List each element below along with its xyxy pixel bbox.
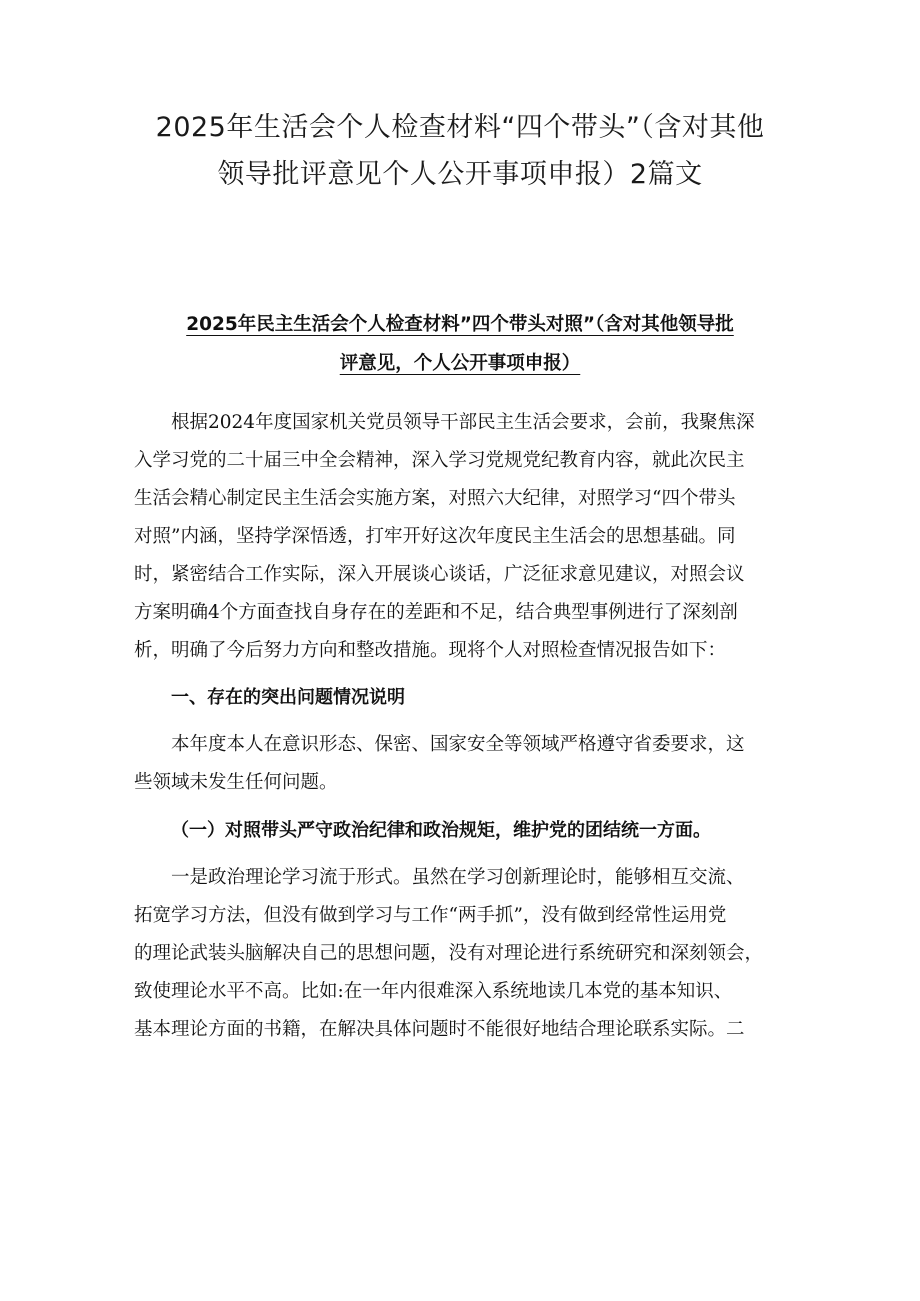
title-line: 2025年生活会个人检查材料“四个带头”（含对其他: [155, 112, 765, 143]
body-line: 生活会精心制定民主生活会实施方案，对照六大纪律，对照学习“四个带头: [134, 488, 736, 509]
body-line: 基本理论方面的书籍，在解决具体问题时不能很好地结合理论联系实际。二: [134, 1019, 745, 1040]
body-line: 拓宽学习方法，但没有做到学习与工作“两手抓”，没有做到经常性运用党: [134, 905, 727, 926]
section-heading: 一、存在的突出问题情况说明: [171, 687, 405, 708]
body-line: 时，紧密结合工作实际，深入开展谈心谈话，广泛征求意见建议，对照会议: [134, 564, 745, 585]
body-line: 对照”内涵，坚持学深悟透，打牢开好这次年度民主生活会的思想基础。同: [134, 526, 736, 547]
subsection-heading: （一）对照带头严守政治纪律和政治规矩，维护党的团结统一方面。: [171, 820, 711, 841]
body-line: 的理论武装头脑解决自己的思想问题，没有对理论进行系统研究和深刻领会，: [134, 943, 764, 964]
document-title: [100, 104, 820, 198]
body-line: 根据2024年度国家机关党员领导干部民主生活会要求，会前，我聚焦深: [171, 412, 755, 433]
body-line: 些领域未发生任何问题。: [134, 772, 338, 793]
subtitle-line: 2025年民主生活会个人检查材料”四个带头对照”（含对其他领导批: [186, 314, 734, 335]
title-line: 领导批评意见个人公开事项申报）2篇文: [217, 159, 703, 190]
body-line: 本年度本人在意识形态、保密、国家安全等领域严格遵守省委要求，这: [171, 734, 745, 755]
body-line: 方案明确4个方面查找自身存在的差距和不足，结合典型事例进行了深刻剖: [134, 602, 738, 623]
section-title: [120, 305, 800, 383]
body-line: 析，明确了今后努力方向和整改措施。现将个人对照检查情况报告如下：: [134, 640, 727, 661]
body-line: 致使理论水平不高。比如:在一年内很难深入系统地读几本党的基本知识、: [134, 981, 733, 1002]
body-line: 入学习党的二十届三中全会精神，深入学习党规党纪教育内容，就此次民主: [134, 450, 745, 471]
body-line: 一是政治理论学习流于形式。虽然在学习创新理论时，能够相互交流、: [171, 867, 745, 888]
subtitle-line: 评意见，个人公开事项申报）: [339, 353, 581, 374]
